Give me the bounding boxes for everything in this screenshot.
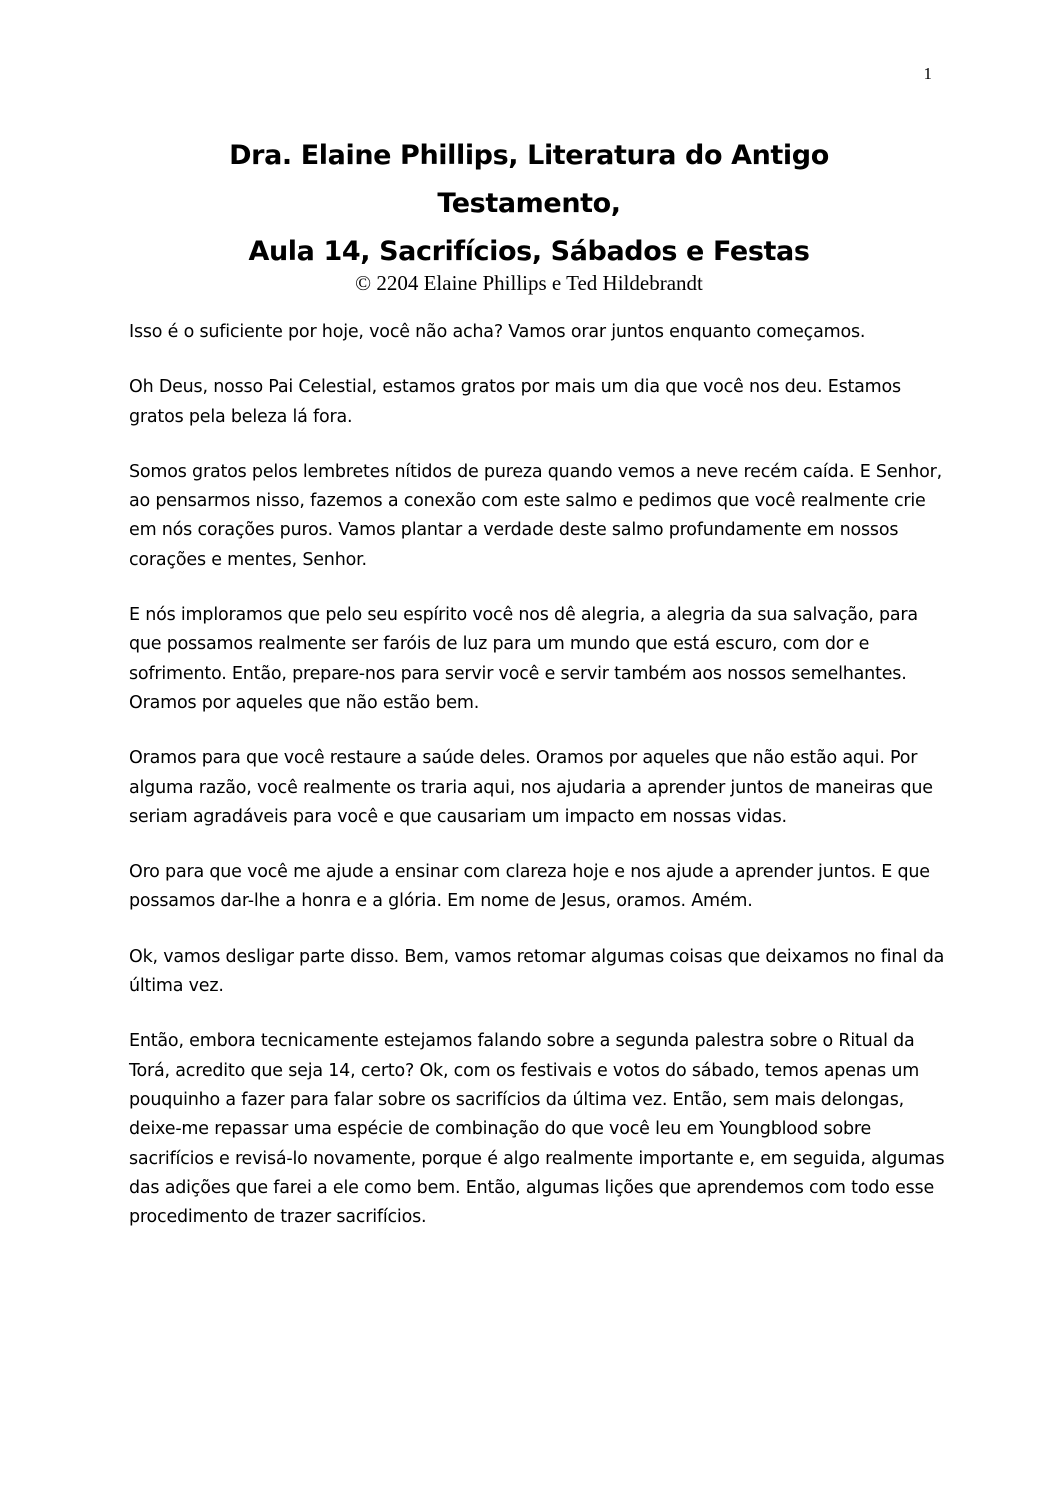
document-header (0, 132, 1058, 296)
paragraph: Oh Deus, nosso Pai Celestial, estamos gratos por mais um dia que você nos deu. Estamos gratos pela beleza lá fora. (129, 377, 901, 427)
paragraph: Oro para que você me ajude a ensinar com clareza hoje e nos ajude a aprender juntos. E que possamos dar-lhe a honra e a glória. Em nome de Jesus, oramos. Amém. (129, 862, 930, 912)
paragraph: Isso é o suficiente por hoje, você não acha? Vamos orar juntos enquanto começamos. (129, 322, 866, 342)
document-title-line-3: Aula 14, Sacrifícios, Sábados e Festas (248, 236, 810, 267)
copyright-notice: © 2204 Elaine Phillips e Ted Hildebrandt (355, 271, 703, 295)
document-title-line-1: Dra. Elaine Phillips, Literatura do Antigo (229, 140, 829, 171)
paragraph: Somos gratos pelos lembretes nítidos de pureza quando vemos a neve recém caída. E Senhor, ao pensarmos nisso, fazemos a conexão com este salmo e pedimos que você realmente crie em nós corações puros. Vamos plantar a verdade deste salmo profundamente em nossos corações e mentes, Senhor. (129, 461, 943, 570)
document-title-line-2: Testamento, (437, 188, 621, 219)
document-body (129, 318, 949, 1258)
page-number: 1 (923, 64, 932, 83)
paragraph: Oramos para que você restaure a saúde deles. Oramos por aqueles que não estão aqui. Por alguma razão, você realmente os traria aqui, nos ajudaria a aprender juntos de maneiras que seriam agradáveis para você e que causariam um impacto em nossas vidas. (129, 748, 933, 827)
paragraph: Então, embora tecnicamente estejamos falando sobre a segunda palestra sobre o Ritual da Torá, acredito que seja 14, certo? Ok, com os festivais e votos do sábado, temos apenas um pouquinho a fazer para falar sobre os sacrifícios da última vez. Então, sem mais delongas, deixe-me repassar uma espécie de combinação do que você leu em Youngblood sobre sacrifícios e revisá-lo novamente, porque é algo realmente importante e, em seguida, algumas das adições que farei a ele como bem. Então, algumas lições que aprendemos com todo esse procedimento de trazer sacrifícios. (129, 1031, 945, 1228)
paragraph: E nós imploramos que pelo seu espírito você nos dê alegria, a alegria da sua salvação, para que possamos realmente ser faróis de luz para um mundo que está escuro, com dor e sofrimento. Então, prepare-nos para servir você e servir também aos nossos semelhantes. Oramos por aqueles que não estão bem. (129, 605, 918, 713)
paragraph: Ok, vamos desligar parte disso. Bem, vamos retomar algumas coisas que deixamos no final da última vez. (129, 946, 945, 997)
